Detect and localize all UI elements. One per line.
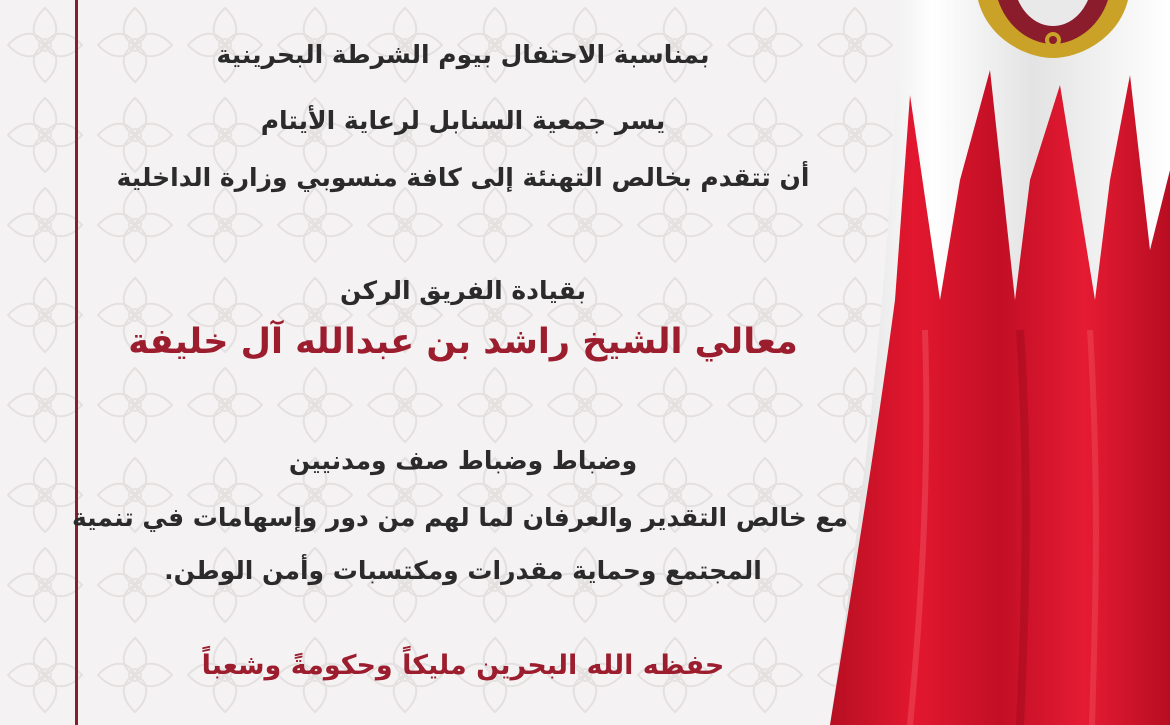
occasion-line: بمناسبة الاحتفال بيوم الشرطة البحرينية	[216, 40, 710, 69]
closing-line: حفظه الله البحرين مليكاً وحكومةً وشعباً	[201, 650, 725, 681]
bahrain-flag-icon	[830, 0, 1170, 725]
congratulation-line: أن تتقدم بخالص التهنئة إلى كافة منسوبي وزارة الداخلية	[116, 163, 810, 192]
appreciation-line-1: مع خالص التقدير والعرفان لما لهم من دور وإسهامات في تنمية	[71, 503, 848, 532]
police-emblem-icon	[968, 0, 1138, 60]
appreciation-line-2: المجتمع وحماية مقدرات ومكتسبات وأمن الوطن.	[164, 556, 762, 585]
staff-line: وضباط وضباط صف ومدنيين	[288, 446, 638, 475]
greeting-card	[71, 0, 848, 725]
honoree-name: معالي الشيخ راشد بن عبدالله آل خليفة	[128, 322, 798, 362]
organization-line: يسر جمعية السنابل لرعاية الأيتام	[260, 106, 666, 135]
leadership-line: بقيادة الفريق الركن	[340, 276, 586, 305]
